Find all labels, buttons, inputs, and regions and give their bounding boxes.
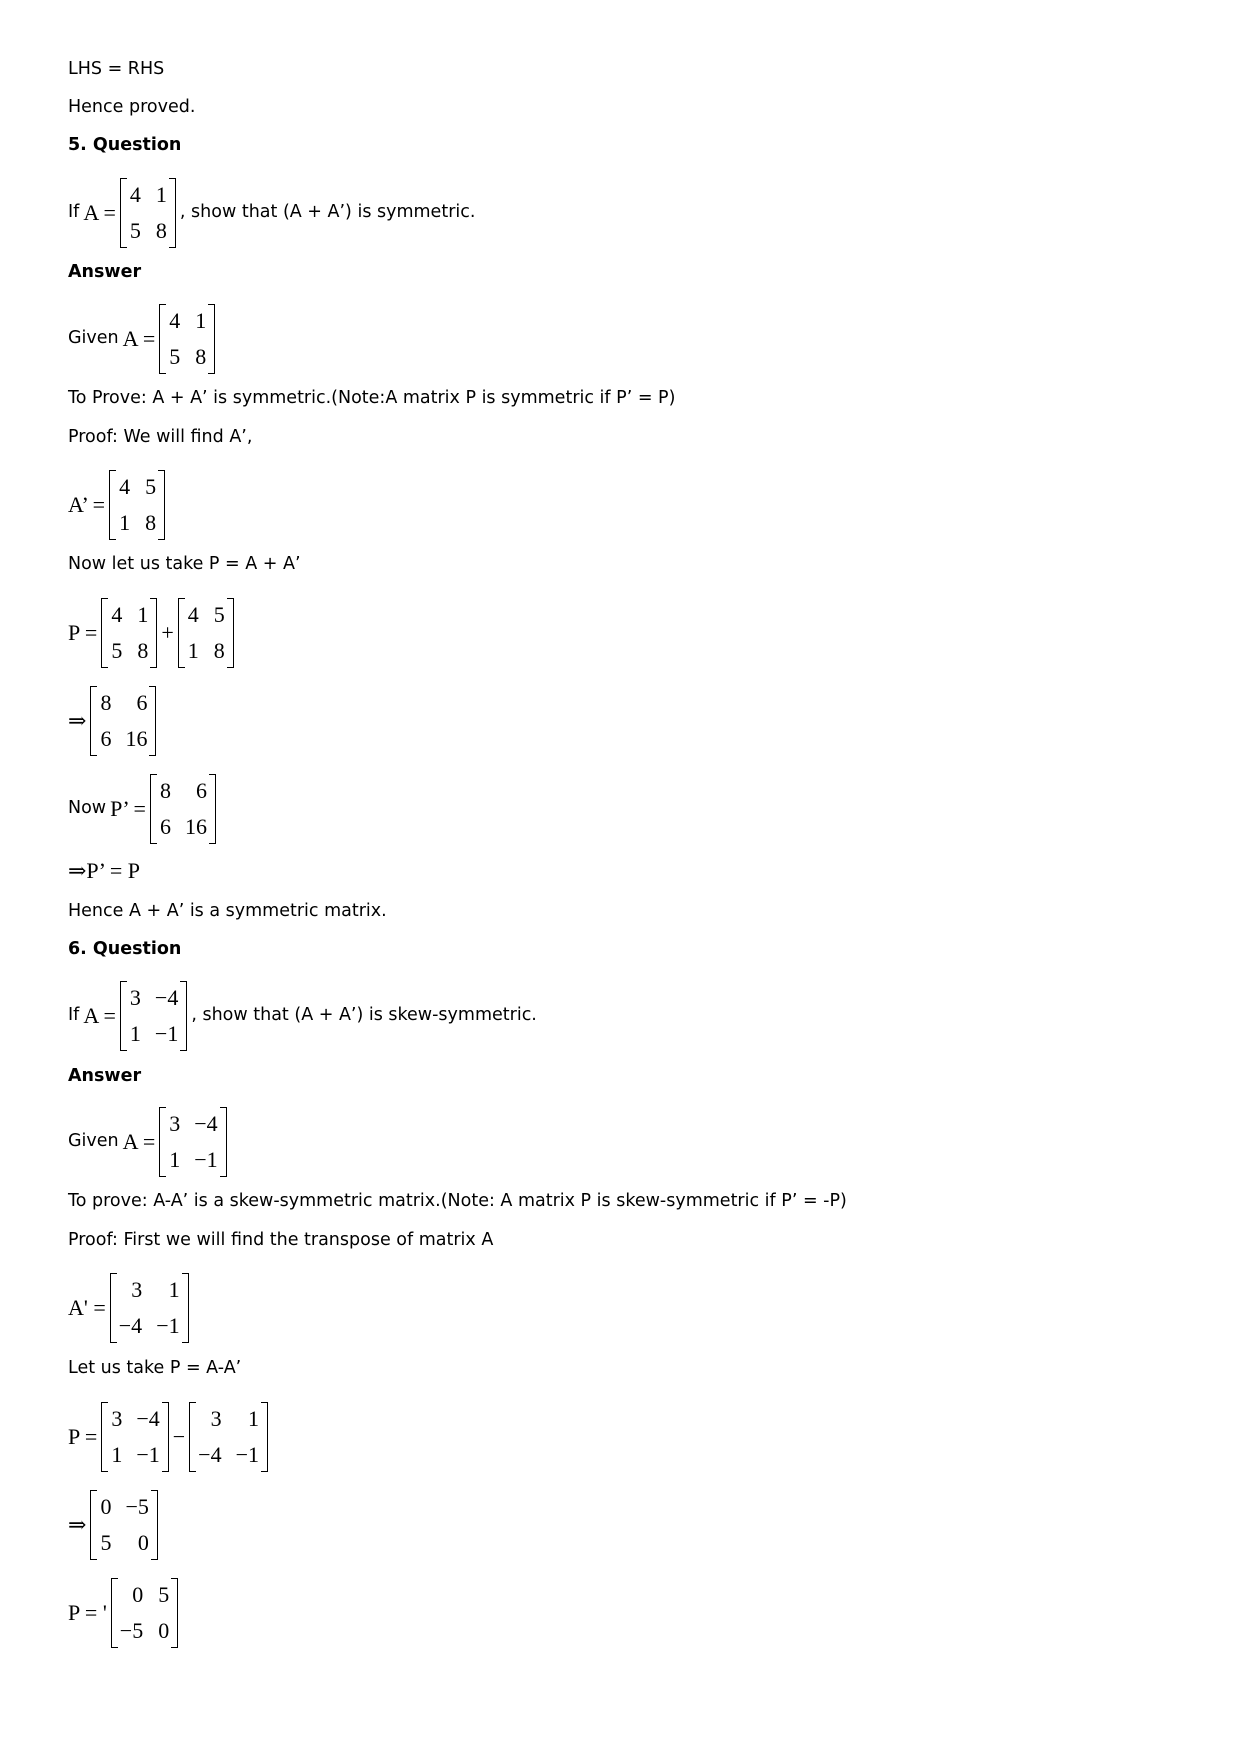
matrix-entry: 1 [155,182,167,207]
matrix-entry: 8 [159,778,171,803]
matrix [110,1273,189,1343]
matrix [178,598,234,668]
matrix-entry: −5 [125,1494,149,1519]
matrix-entry: 5 [111,638,123,663]
q6-given: Given A = 3 −4 1 −1 [68,1107,231,1177]
matrix [90,686,156,756]
q5-a-transpose: A’ = 4 5 1 8 [68,470,169,540]
matrix [150,774,216,844]
matrix [120,981,187,1051]
q6-a-transpose: A' = 3 1 −4 −1 [68,1273,193,1343]
matrix-entry: 8 [195,344,207,369]
matrix-entry: 1 [195,308,207,333]
q5-p-sum: P = 4 1 5 8 + 4 5 1 8 [68,598,238,668]
matrix-entry: 8 [145,510,157,535]
matrix-entry: 6 [159,814,171,839]
q6-heading: 6. Question [68,939,182,959]
matrix-entry: 8 [155,218,167,243]
matrix-entry: −1 [136,1442,160,1467]
matrix-entry: 1 [137,602,149,627]
matrix-entry: 16 [125,726,148,751]
matrix-entry: 8 [100,690,112,715]
matrix-entry: 3 [210,1406,222,1431]
matrix-entry: 3 [131,1277,143,1302]
matrix [109,470,165,540]
matrix [189,1402,268,1472]
q6-answer-heading: Answer [68,1066,142,1086]
matrix [90,1490,157,1560]
matrix-entry: 8 [137,638,149,663]
q5-p-transpose: Now P’ = 8 6 6 16 [68,774,220,844]
matrix-entry: 0 [132,1582,144,1607]
matrix-entry: 4 [169,308,181,333]
q5-statement: If A = 4 1 5 8 , show that (A + A’) is symmetric. [68,178,475,248]
matrix-entry: 1 [119,510,131,535]
matrix-entry: 4 [111,602,123,627]
matrix-entry: 5 [169,344,181,369]
matrix [111,1578,178,1648]
matrix-entry: −1 [154,1021,179,1046]
matrix [159,1107,226,1177]
q5-proof: Proof: We will find A’, [68,427,253,447]
matrix [101,1402,168,1472]
matrix-entry: 4 [129,182,141,207]
q6-p-diff: P = 3 −4 1 −1 − 3 1 −4 −1 [68,1402,272,1472]
matrix-entry: 5 [100,1530,112,1555]
q5-to-prove: To Prove: A + A’ is symmetric.(Note:A matrix P is symmetric if P’ = P) [68,388,676,408]
q5-conclusion: Hence A + A’ is a symmetric matrix. [68,901,387,921]
matrix-entry: 5 [213,602,225,627]
q6-proof: Proof: First we will find the transpose of matrix A [68,1230,494,1250]
hence-proved-line: Hence proved. [68,97,196,117]
matrix-entry: 0 [100,1494,112,1519]
matrix [120,178,176,248]
matrix-entry: 3 [111,1406,123,1431]
matrix-entry: 0 [137,1530,149,1555]
matrix-entry: 3 [129,985,141,1010]
matrix-entry: 4 [119,474,131,499]
matrix-entry: 1 [187,638,199,663]
q6-statement: If A = 3 −4 1 −1 , show that (A + A’) is skew-symmetric. [68,981,537,1051]
matrix-entry: 5 [158,1582,170,1607]
matrix-entry: 6 [195,778,207,803]
q6-let-take: Let us take P = A-A’ [68,1358,242,1378]
matrix-entry: 1 [111,1442,123,1467]
matrix-entry: 16 [184,814,207,839]
lhs-rhs-line: LHS = RHS [68,59,165,79]
matrix-entry: 6 [100,726,112,751]
matrix-entry: 5 [145,474,157,499]
matrix [159,304,215,374]
matrix [101,598,157,668]
matrix-entry: 8 [213,638,225,663]
q6-to-prove: To prove: A-A’ is a skew-symmetric matrix.(Note: A matrix P is skew-symmetric if P’ = -P) [68,1191,847,1211]
q6-p-transpose: P = ' 0 5 −5 0 [68,1578,182,1648]
q5-sum-result: ⇒ 8 6 6 16 [68,686,160,756]
matrix-entry: 6 [136,690,148,715]
matrix-entry: −1 [156,1313,180,1338]
matrix-entry: −1 [194,1147,218,1172]
matrix-entry: 1 [129,1021,141,1046]
matrix-entry: 3 [169,1111,181,1136]
matrix-entry: −4 [198,1442,222,1467]
matrix-entry: 1 [168,1277,180,1302]
q5-now-take: Now let us take P = A + A’ [68,554,301,574]
q6-diff-result: ⇒ 0 −5 5 0 [68,1490,162,1560]
q5-given: Given A = 4 1 5 8 [68,304,219,374]
matrix-entry: −5 [119,1618,144,1643]
q5-p-prime-is-p: ⇒P’ = P [68,858,141,883]
matrix-entry: −4 [194,1111,218,1136]
matrix-entry: 1 [169,1147,181,1172]
matrix-entry: 0 [158,1618,170,1643]
matrix-entry: −4 [136,1406,160,1431]
matrix-entry: 4 [187,602,199,627]
matrix-entry: −4 [154,985,179,1010]
q5-answer-heading: Answer [68,262,142,282]
matrix-entry: −4 [118,1313,143,1338]
matrix-entry: 5 [129,218,141,243]
matrix-entry: 1 [248,1406,260,1431]
matrix-entry: −1 [235,1442,260,1467]
q5-heading: 5. Question [68,135,182,155]
